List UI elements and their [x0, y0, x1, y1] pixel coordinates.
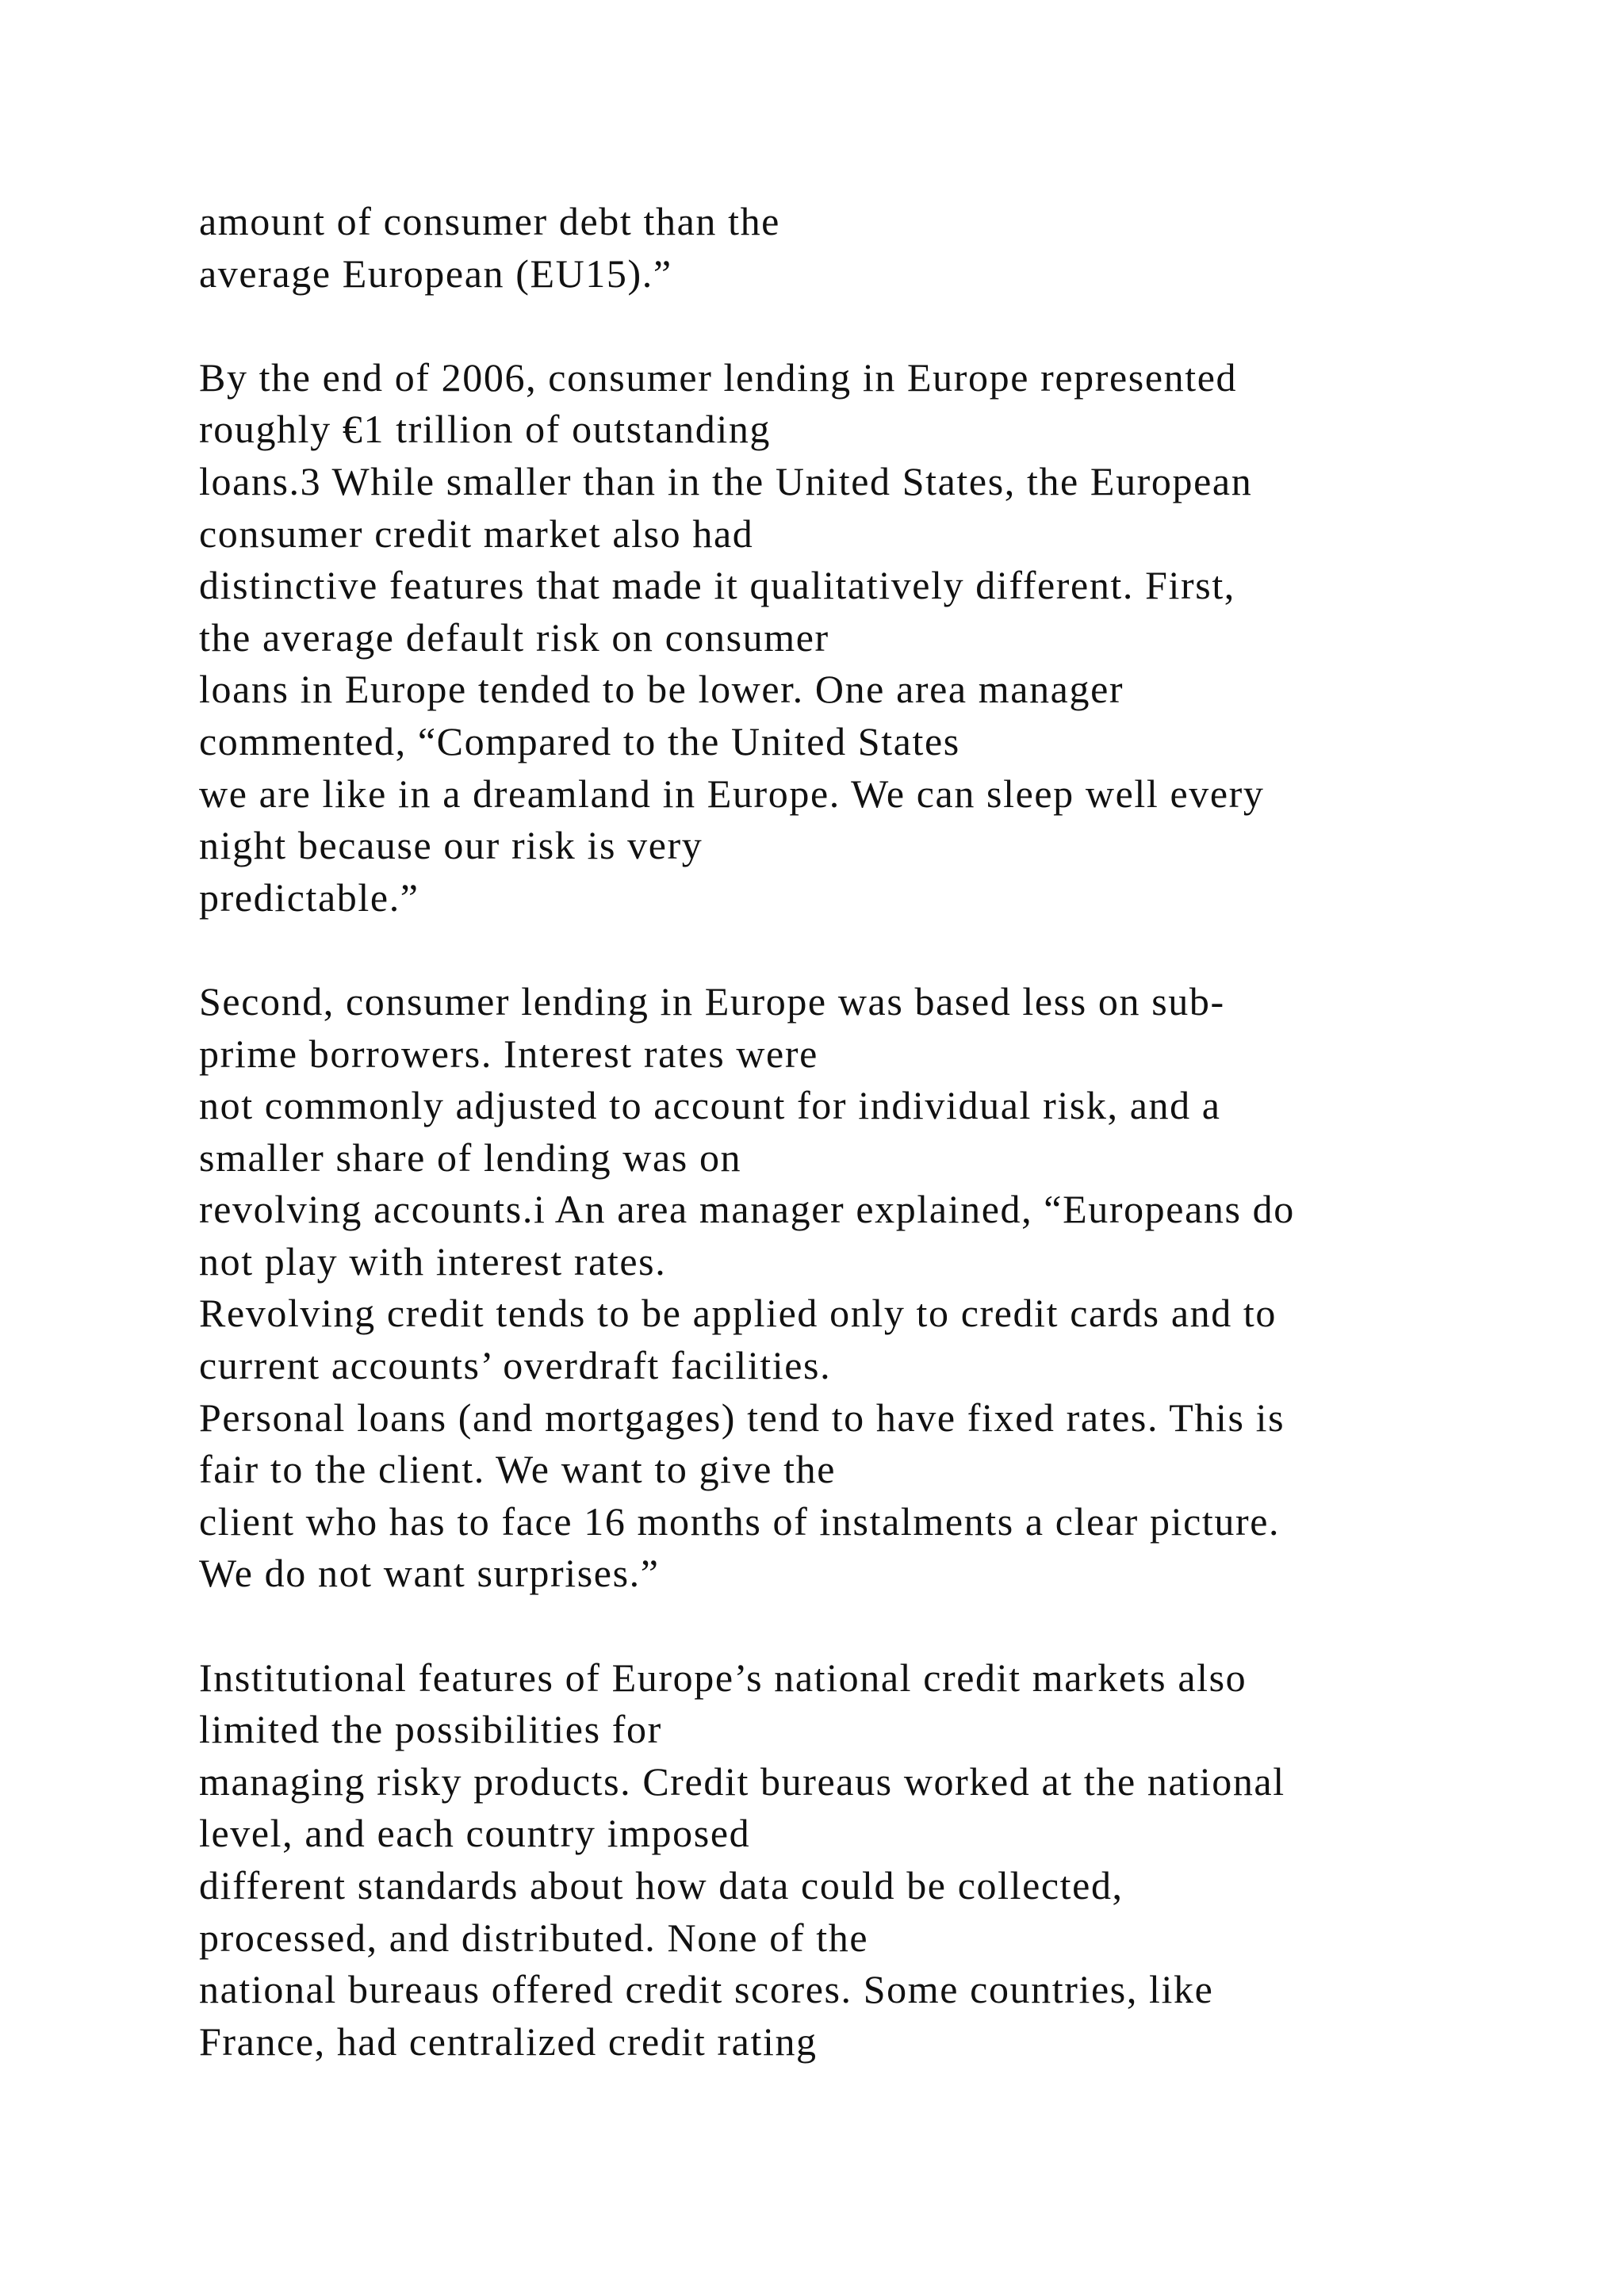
paragraph-2	[199, 352, 1547, 924]
paragraph-3	[199, 976, 1547, 1600]
text-line: limited the possibilities for	[199, 1707, 662, 1752]
text-line: processed, and distributed. None of the	[199, 1915, 869, 1960]
text-line: Revolving credit tends to be applied only to credit cards and to	[199, 1291, 1277, 1336]
text-line: France, had centralized credit rating	[199, 2019, 818, 2064]
document-body	[199, 196, 1547, 2068]
text-line: national bureaus offered credit scores. Some countries, like	[199, 1967, 1214, 2012]
text-line: distinctive features that made it qualitatively different. First,	[199, 563, 1235, 608]
paragraph-break	[199, 1600, 1547, 1652]
text-line: Second, consumer lending in Europe was based less on sub-	[199, 978, 1225, 1024]
text-line: not commonly adjusted to account for individual risk, and a	[199, 1083, 1221, 1128]
text-line: roughly €1 trillion of outstanding	[199, 407, 772, 452]
text-line: loans.3 While smaller than in the United States, the European	[199, 458, 1253, 503]
text-line: fair to the client. We want to give the	[199, 1447, 837, 1492]
text-line: client who has to face 16 months of instalments a clear picture.	[199, 1498, 1281, 1544]
text-line: prime borrowers. Interest rates were	[199, 1031, 818, 1076]
text-line: current accounts’ overdraft facilities.	[199, 1343, 832, 1388]
text-line: loans in Europe tended to be lower. One area manager	[199, 667, 1124, 712]
text-line: Institutional features of Europe’s national credit markets also	[199, 1655, 1247, 1700]
text-line: commented, “Compared to the United States	[199, 718, 960, 763]
text-line: revolving accounts.i An area manager explained, “Europeans do	[199, 1187, 1295, 1232]
text-line: smaller share of lending was on	[199, 1135, 742, 1180]
text-line: managing risky products. Credit bureaus worked at the national	[199, 1758, 1285, 1804]
text-line: We do not want surprises.”	[199, 1551, 660, 1596]
paragraph-break	[199, 300, 1547, 352]
text-line: level, and each country imposed	[199, 1811, 751, 1856]
text-line: the average default risk on consumer	[199, 614, 829, 660]
text-line: By the end of 2006, consumer lending in Europe represented	[199, 354, 1238, 400]
paragraph-break	[199, 924, 1547, 976]
text-line: amount of consumer debt than the	[199, 199, 780, 243]
text-line: we are like in a dreamland in Europe. We can sleep well every	[199, 771, 1265, 816]
text-line: night because our risk is very	[199, 823, 703, 868]
paragraph-4	[199, 1652, 1547, 2068]
text-line: consumer credit market also had	[199, 511, 754, 556]
text-line: average European (EU15).”	[199, 251, 672, 296]
text-line: predictable.”	[199, 874, 419, 920]
text-line: Personal loans (and mortgages) tend to have fixed rates. This is	[199, 1395, 1285, 1440]
paragraph-1	[199, 196, 1547, 300]
text-line: not play with interest rates.	[199, 1238, 667, 1284]
text-line: different standards about how data could be collected,	[199, 1863, 1124, 1908]
